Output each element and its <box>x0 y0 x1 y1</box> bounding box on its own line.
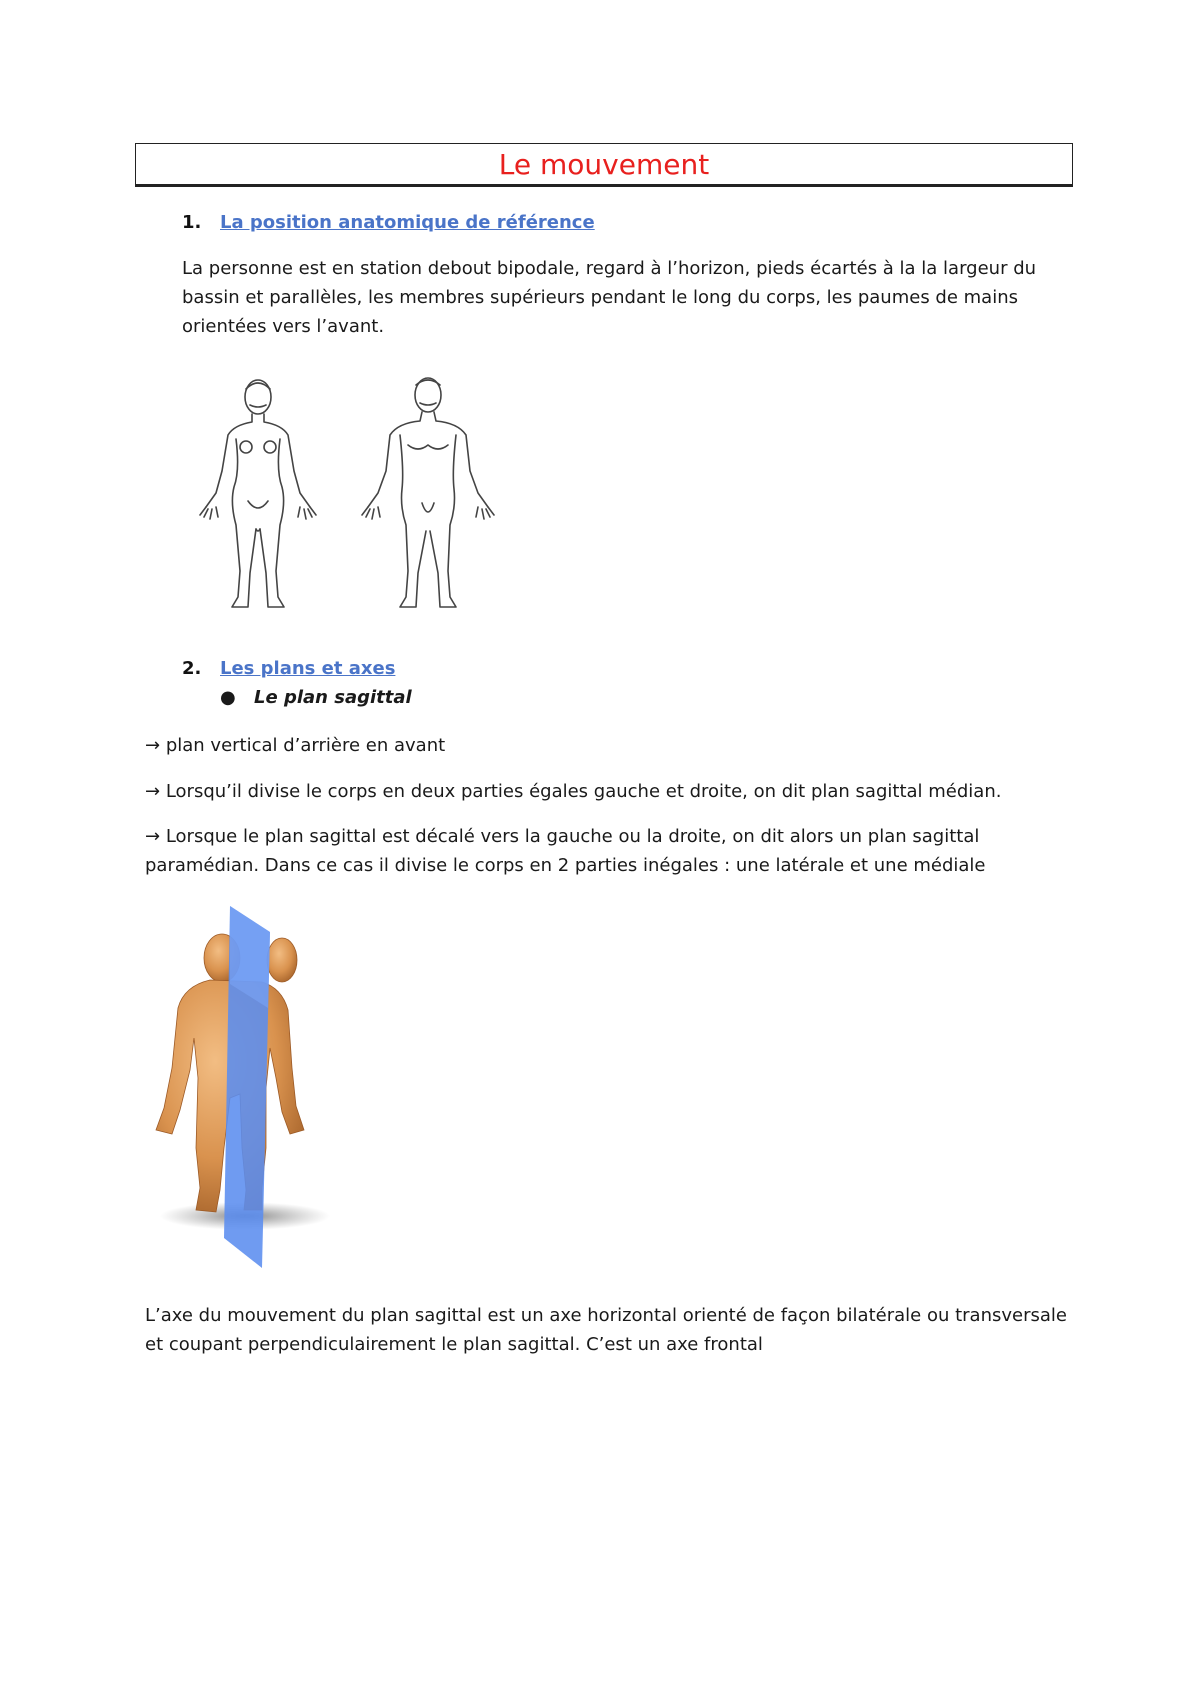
arrow-item-text: plan vertical d’arrière en avant <box>165 735 446 756</box>
female-figure <box>200 380 316 607</box>
arrow-right-icon: → <box>145 826 161 847</box>
arrow-item-2 <box>145 777 1001 806</box>
bullet-item <box>220 687 412 708</box>
section-1-heading <box>182 212 595 233</box>
paragraph-line: La personne est en station debout bipodale, regard à l’horizon, pieds écartés à la la largeur du <box>182 258 1037 279</box>
section-2-link[interactable]: Les plans et axes <box>220 658 396 679</box>
arrow-item-text: Lorsque le plan sagittal est décalé vers la gauche ou la droite, on dit alors un plan sagittal <box>165 826 980 847</box>
paragraph-line: et coupant perpendiculairement le plan sagittal. C’est un axe frontal <box>145 1334 763 1355</box>
arrow-right-icon: → <box>145 781 161 802</box>
arrow-item-text: Lorsqu’il divise le corps en deux parties égales gauche et droite, on dit plan sagittal médian. <box>165 781 1002 802</box>
anatomical-position-figures <box>190 375 510 625</box>
bullet-dot-icon: ● <box>220 687 236 708</box>
section-2-heading <box>182 658 395 679</box>
arrow-item-1 <box>145 731 445 760</box>
paragraph-line: bassin et parallèles, les membres supérieurs pendant le long du corps, les paumes de mains <box>182 287 1018 308</box>
section-1-link[interactable]: La position anatomique de référence <box>220 212 595 233</box>
section-1-paragraph <box>182 254 1036 341</box>
section-2-number: 2. <box>182 658 202 679</box>
arrow-item-3 <box>145 822 986 880</box>
paragraph-line: L’axe du mouvement du plan sagittal est un axe horizontal orienté de façon bilatérale ou transversale <box>145 1305 1067 1326</box>
male-figure <box>362 378 494 607</box>
arrow-right-icon: → <box>145 735 161 756</box>
section-1-number: 1. <box>182 212 202 233</box>
arrow-item-continuation: paramédian. Dans ce cas il divise le corps en 2 parties inégales : une latérale et une médiale <box>145 855 986 876</box>
title-box <box>135 143 1073 187</box>
sagittal-plane-illustration <box>150 898 350 1278</box>
bullet-label: Le plan sagittal <box>254 687 412 708</box>
page-title: Le mouvement <box>498 147 710 181</box>
paragraph-line: orientées vers l’avant. <box>182 316 385 337</box>
axis-paragraph <box>145 1301 1067 1359</box>
